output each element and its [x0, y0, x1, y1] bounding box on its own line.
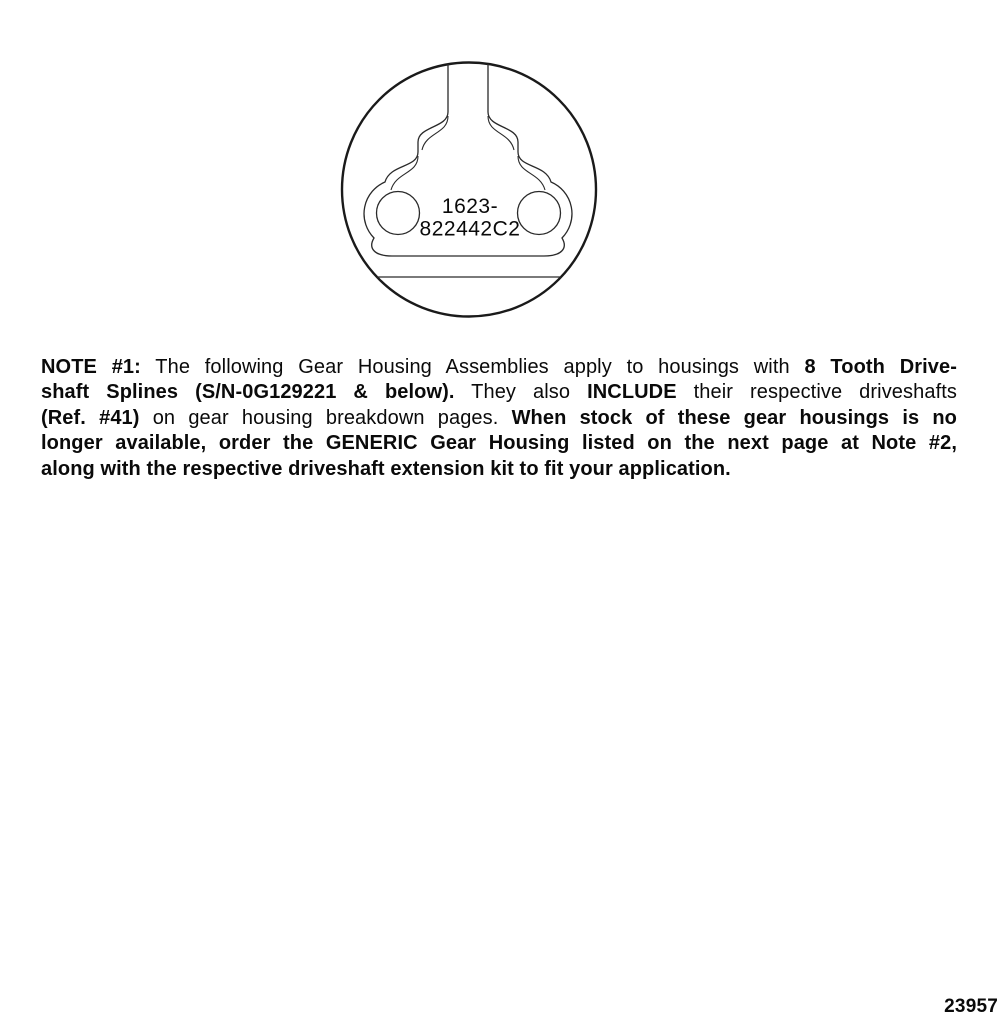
- note-line-4: [41, 431, 957, 456]
- note-segment-bold: shaft Splines (S/N-0G129221 & below).: [41, 381, 455, 404]
- note-segment-bold: When stock of these gear housings is no: [511, 406, 957, 429]
- note-segment-bold: 8 Tooth Drive-: [804, 356, 957, 378]
- gear-housing-diagram: [330, 50, 610, 330]
- right-bolt-hole: [518, 192, 561, 235]
- note-line-2: [41, 380, 957, 405]
- note-line-3: [41, 406, 957, 431]
- note-paragraph: [41, 355, 957, 482]
- part-number-line1: 1623-: [441, 195, 499, 218]
- note-segment: on gear housing breakdown pages.: [139, 406, 512, 429]
- left-bolt-hole: [377, 192, 420, 235]
- note-segment-bold: INCLUDE: [587, 381, 677, 404]
- note-segment-bold: NOTE #1:: [41, 356, 141, 378]
- note-segment-bold: along with the respective driveshaft extension kit to fit your application.: [41, 457, 731, 480]
- note-segment-bold: longer available, order the GENERIC Gear Housing listed on the next page at Note #2,: [41, 432, 957, 455]
- gear-housing-diagram-svg: [330, 50, 610, 330]
- diagram-circle-border: [342, 63, 596, 317]
- note-segment: their respective driveshafts: [676, 381, 957, 404]
- note-segment: They also: [454, 381, 588, 404]
- part-number-line2: 822442C2: [419, 217, 521, 241]
- note-line-1: [41, 355, 957, 380]
- note-segment: The following Gear Housing Assemblies apply to housings with: [140, 356, 805, 378]
- page-number: 23957: [944, 996, 998, 1017]
- note-line-5: [41, 457, 957, 482]
- note-segment-bold: (Ref. #41): [41, 406, 140, 429]
